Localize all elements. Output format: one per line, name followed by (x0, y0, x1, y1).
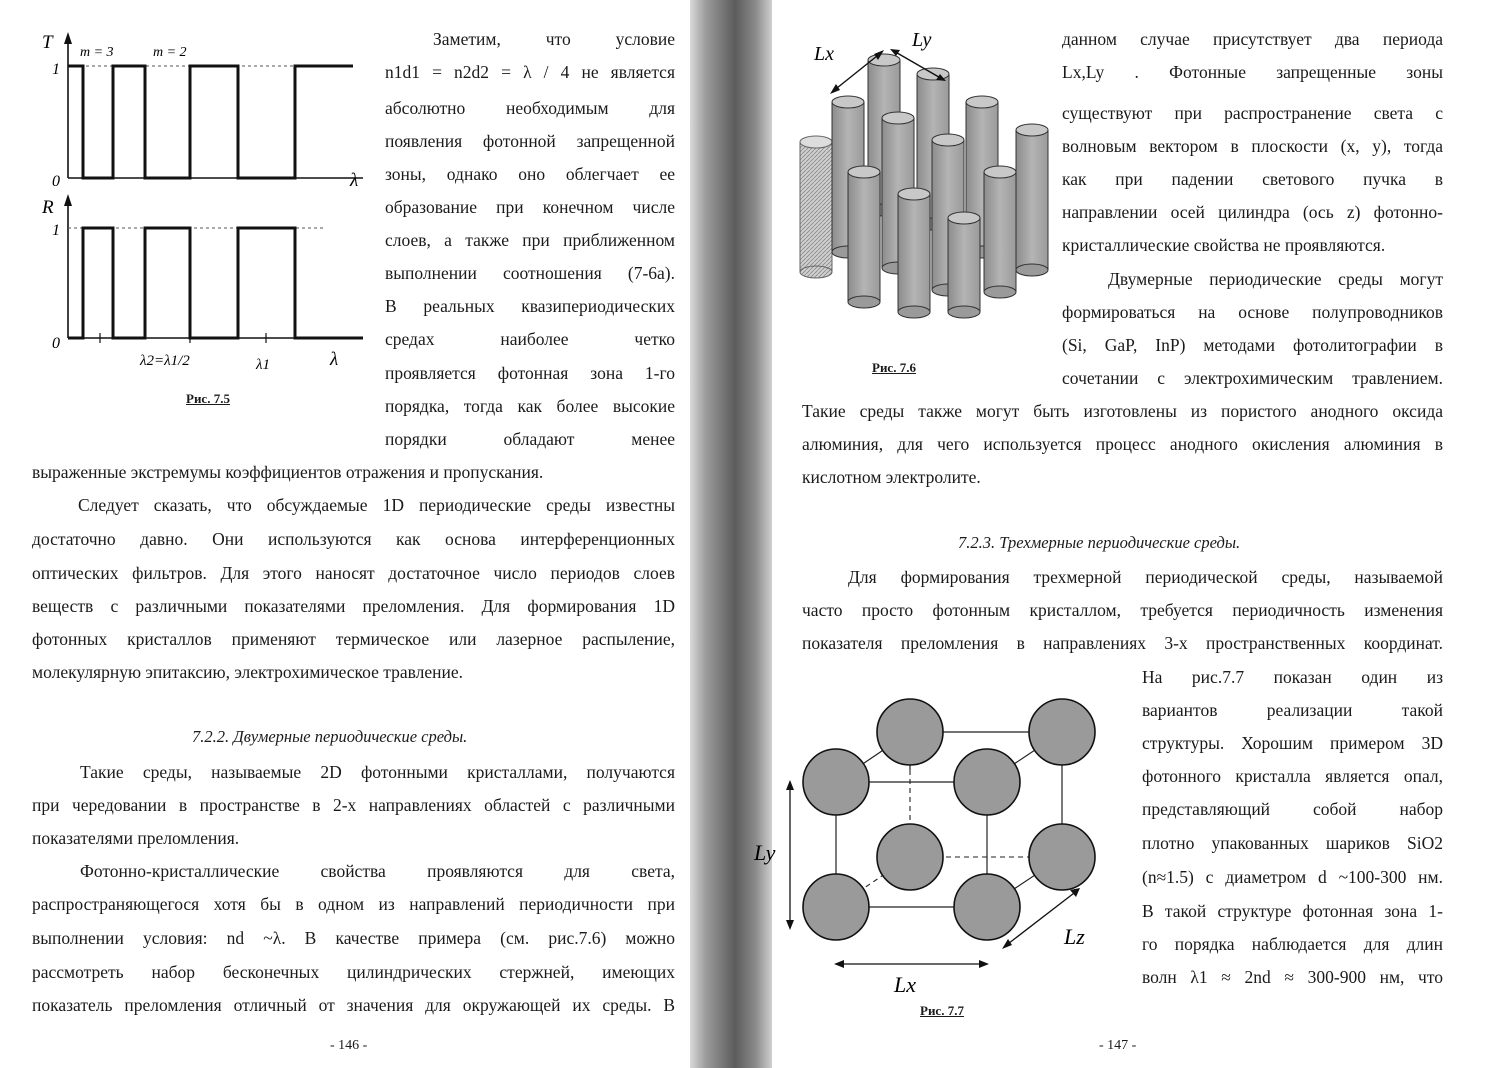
figure-7-6-caption: Рис. 7.6 (872, 360, 916, 375)
m2-label: m = 2 (153, 45, 187, 60)
sphere (954, 749, 1020, 815)
side-line: кристаллические свойства не проявляются. (1062, 235, 1386, 255)
side-line: слоев, а также при приближенном (385, 230, 675, 250)
body-line: Следует сказать, что обсуждаемые 1D периодические среды известны (78, 495, 675, 515)
side-line: В реальных квазипериодических (385, 296, 675, 316)
lattice-edges (836, 732, 1062, 907)
cylinder (984, 166, 1016, 298)
cylinder (948, 212, 980, 318)
sphere (1029, 699, 1095, 765)
lattice-hidden-edges (836, 770, 1062, 907)
sphere (803, 749, 869, 815)
figure-7-6 (794, 22, 1064, 322)
section-line: при чередовании в пространстве в 2-х направлениях областей с различными (32, 795, 675, 815)
side-line: Lx,Ly . Фотонные запрещенные зоны (1062, 62, 1443, 82)
side-line: проявляется фотонная зона 1-го (385, 363, 675, 383)
side-line: зоны, однако оно облегчает ее (385, 164, 675, 184)
side-line: вариантов реализации такой (1142, 700, 1443, 720)
section-heading-7-2-2: 7.2.2. Двумерные периодические среды. (192, 727, 468, 746)
side-line: существуют при распространение света с (1062, 103, 1443, 123)
side-line: го порядка наблюдается для длин (1142, 934, 1443, 954)
section-line: Фотонно-кристаллические свойства проявляются для света, (80, 861, 675, 881)
cylinder (898, 188, 930, 318)
right-page (754, 0, 1498, 1068)
side-line: (Si, GaP, InP) методами фотолитографии в (1062, 335, 1443, 355)
body-line: фотонных кристаллов применяют термическое или лазерное распыление, (32, 629, 675, 649)
side-line: порядка, тогда как более высокие (385, 396, 675, 416)
body-line: выраженные экстремумы коэффициентов отражения и пропускания. (32, 462, 544, 482)
lx-label: Lx (814, 43, 834, 65)
side-line: волновым вектором в плоскости (x, y), тогда (1062, 136, 1443, 156)
side-line: фотонного кристалла является опал, (1142, 766, 1443, 786)
m3-label: m = 3 (80, 45, 114, 60)
side-line: абсолютно необходимым для (385, 98, 675, 118)
side-line: На рис.7.7 показан один из (1142, 667, 1443, 687)
section-line: рассмотреть набор бесконечных цилиндрических стержней, имеющих (32, 962, 675, 982)
sphere (877, 824, 943, 890)
body-line: достаточно давно. Они используются как основа интерференционных (32, 529, 675, 549)
lambda-axis-label-bottom: λ (330, 349, 339, 370)
body-line: веществ с различными показателями преломления. Для формирования 1D (32, 596, 675, 616)
t-curve (68, 66, 353, 178)
side-line: образование при конечном числе (385, 197, 675, 217)
lambda2-label: λ2=λ1/2 (140, 353, 190, 369)
book-spine-shadow (690, 0, 772, 1068)
section-line: Такие среды, называемые 2D фотонными кристаллами, получаются (80, 762, 675, 782)
sphere (954, 874, 1020, 940)
r-axis-arrow (64, 194, 72, 206)
sphere (877, 699, 943, 765)
figure-7-5-caption: Рис. 7.5 (186, 391, 230, 406)
lambda1-label: λ1 (256, 357, 270, 373)
side-line: n1d1 = n2d2 = λ / 4 не является (385, 62, 675, 82)
side-line: выполнении соотношения (7-6а). (385, 263, 675, 283)
cylinder (1016, 124, 1048, 276)
side-line: данном случае присутствует два периода (1062, 29, 1443, 49)
cylinder-hatched (800, 136, 832, 278)
side-line: формироваться на основе полупроводников (1062, 302, 1443, 322)
section-heading-7-2-3: 7.2.3. Трехмерные периодические среды. (958, 533, 1241, 552)
r-tick-zero: 0 (52, 335, 60, 352)
ly-label-3d: Ly (754, 840, 776, 865)
figure-7-7 (754, 692, 1142, 1002)
figure-7-5 (28, 28, 378, 383)
r-curve (68, 228, 363, 338)
side-line: появления фотонной запрещенной (385, 131, 675, 151)
body-line: оптических фильтров. Для этого наносят достаточное число периодов слоев (32, 563, 675, 583)
side-line: Двумерные периодические среды могут (1108, 269, 1443, 289)
section-line: показателями преломления. (32, 828, 240, 848)
body-line: Такие среды также могут быть изготовлены из пористого анодного оксида (802, 401, 1443, 421)
section-line: выполнении условия: nd ~λ. В качестве примера (см. рис.7.6) можно (32, 928, 675, 948)
r-axis-label: R (42, 197, 54, 218)
page-number-left: - 146 - (330, 1038, 368, 1053)
section-line: Для формирования трехмерной периодической среды, называемой (848, 567, 1443, 587)
section-line: распространяющегося хотя бы в одном из направлений периодичности при (32, 894, 675, 914)
page-number-right: - 147 - (1099, 1038, 1137, 1053)
side-line: В такой структуре фотонная зона 1- (1142, 901, 1443, 921)
lx-label-3d: Lx (894, 972, 916, 997)
side-line: волн λ1 ≈ 2nd ≈ 300-900 нм, что (1142, 967, 1443, 987)
body-line: молекулярную эпитаксию, электрохимическое травление. (32, 662, 464, 682)
t-tick-one: 1 (52, 61, 60, 78)
side-line: направлении осей цилиндра (ось z) фотонно- (1062, 202, 1443, 222)
side-line: плотно упакованных шариков SiO2 (1142, 833, 1443, 853)
section-line: показатель преломления отличный от значения для окружающей их среды. В (32, 995, 675, 1015)
side-line: как при падении светового пучка в (1062, 169, 1443, 189)
t-tick-zero: 0 (52, 173, 60, 190)
sphere (803, 874, 869, 940)
lambda-axis-label-top: λ (350, 170, 359, 191)
side-line: (n≈1.5) с диаметром d ~100-300 нм. (1142, 867, 1443, 887)
side-line: Заметим, что условие (433, 29, 675, 49)
side-line: порядки обладают менее (385, 429, 675, 449)
cylinder (848, 166, 880, 308)
t-axis-label: T (42, 32, 53, 53)
body-line: алюминия, для чего используется процесс анодного окисления алюминия в (802, 434, 1443, 454)
section-line: часто просто фотонным кристаллом, требуется периодичность изменения (802, 600, 1443, 620)
lz-label-3d: Lz (1064, 924, 1085, 949)
body-line: кислотном электролите. (802, 467, 981, 487)
sphere (1029, 824, 1095, 890)
t-axis-arrow (64, 32, 72, 44)
section-line: показателя преломления в направлениях 3-х пространственных координат. (802, 633, 1443, 653)
side-line: сочетании с электрохимическим травлением. (1062, 368, 1443, 388)
side-line: представляющий собой набор (1142, 799, 1443, 819)
side-line: структуры. Хорошим примером 3D (1142, 733, 1443, 753)
r-tick-one: 1 (52, 222, 60, 239)
left-page (0, 0, 690, 1068)
ly-label: Ly (912, 29, 932, 51)
figure-7-7-caption: Рис. 7.7 (920, 1003, 964, 1018)
side-line: средах наиболее четко (385, 329, 675, 349)
